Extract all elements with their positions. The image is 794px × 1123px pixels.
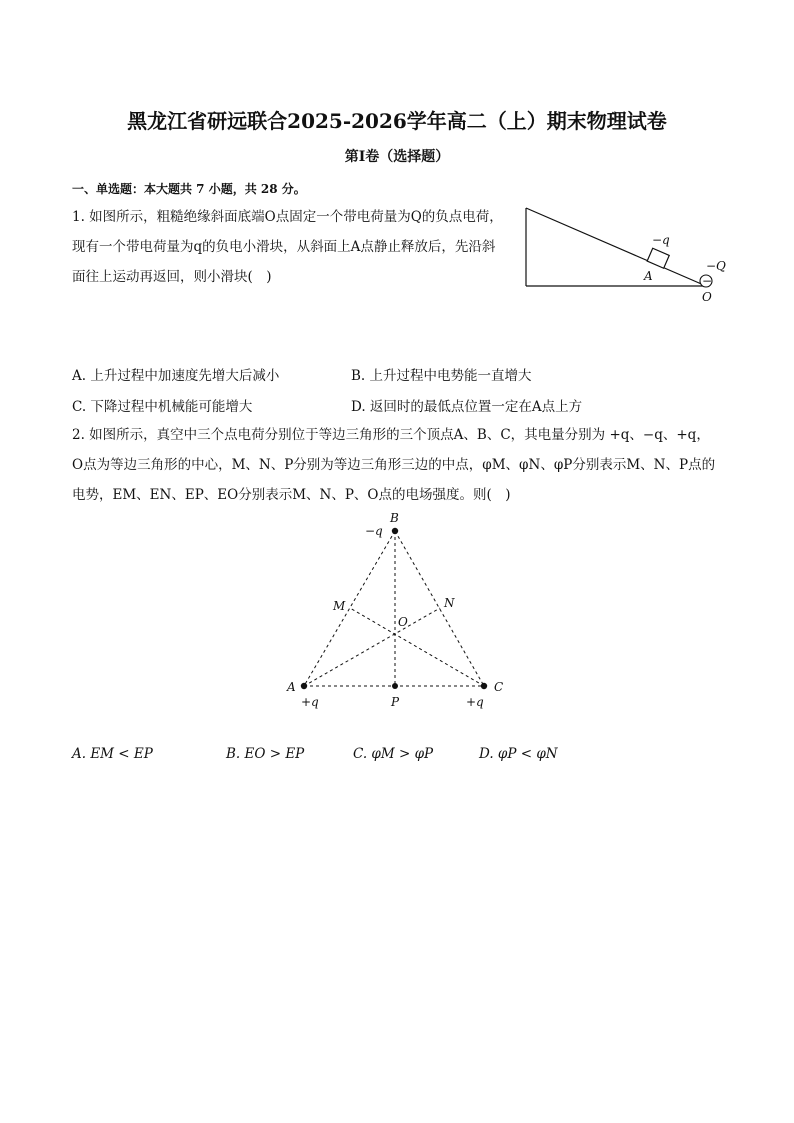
q1-option-d[interactable]: D. 返回时的最低点位置一定在A点上方 bbox=[351, 399, 583, 415]
vertex-b-charge: −q bbox=[365, 524, 383, 538]
fixed-charge-label: −Q bbox=[706, 259, 726, 273]
q2-option-a[interactable]: A. EM < EP bbox=[72, 746, 153, 762]
vertex-a-label: A bbox=[287, 680, 296, 694]
point-o-label: O bbox=[702, 290, 712, 304]
q2-option-b[interactable]: B. EO > EP bbox=[226, 746, 305, 762]
point-m-label: M bbox=[333, 599, 346, 613]
incline-slope bbox=[526, 208, 706, 286]
question-1-line-2: 现有一个带电荷量为q的负电小滑块，从斜面上A点静止释放后，先沿斜 bbox=[72, 239, 496, 255]
vertex-b-dot bbox=[392, 528, 398, 534]
fixed-charge-sign: − bbox=[702, 274, 713, 288]
vertex-c-label: C bbox=[494, 680, 504, 694]
vertex-c-dot bbox=[481, 683, 487, 689]
point-p-label: P bbox=[391, 695, 400, 709]
point-a-label: A bbox=[644, 269, 653, 283]
question-2-line-1: 2. 如图所示，真空中三个点电荷分别位于等边三角形的三个顶点A、B、C，其电量分别为 +q、−q、+q， bbox=[72, 427, 710, 443]
q2-option-c[interactable]: C. φM > φP bbox=[353, 746, 434, 762]
q1-option-a[interactable]: A. 上升过程中加速度先增大后减小 bbox=[72, 368, 280, 384]
page-title: 黑龙江省研远联合2025-2026学年高二（上）期末物理试卷 bbox=[127, 109, 667, 133]
point-n-label: N bbox=[444, 596, 455, 610]
vertex-a-charge: +q bbox=[301, 695, 319, 709]
q1-option-c[interactable]: C. 下降过程中机械能可能增大 bbox=[72, 399, 253, 415]
q1-option-b[interactable]: B. 上升过程中电势能一直增大 bbox=[351, 368, 532, 384]
slider-block bbox=[647, 248, 669, 268]
point-o-label: O bbox=[398, 615, 408, 629]
vertex-c-charge: +q bbox=[466, 695, 484, 709]
section-heading: 一、单选题：本大题共 7 小题，共 28 分。 bbox=[72, 182, 306, 196]
question-2-line-3: 电势，EM、EN、EP、EO分别表示M、N、P、O点的电场强度。则( ) bbox=[72, 487, 511, 503]
q2-option-d[interactable]: D. φP < φN bbox=[479, 746, 558, 762]
question-2-line-2: O点为等边三角形的中心，M、N、P分别为等边三角形三边的中点，φM、φN、φP分别表示M、N、P点的 bbox=[72, 457, 716, 473]
part-heading: 第Ⅰ卷（选择题） bbox=[344, 149, 450, 165]
question-1-line-1: 1. 如图所示，粗糙绝缘斜面底端O点固定一个带电荷量为Q的负点电荷， bbox=[72, 209, 503, 225]
block-charge-label: −q bbox=[652, 233, 670, 247]
triangle-dashed-lines bbox=[304, 531, 484, 686]
point-p-dot bbox=[392, 683, 398, 689]
question-1-line-3: 面往上运动再返回，则小滑块( ) bbox=[72, 269, 272, 285]
triangle-figure bbox=[280, 508, 520, 714]
vertex-a-dot bbox=[301, 683, 307, 689]
vertex-b-label: B bbox=[390, 511, 399, 525]
incline-figure bbox=[520, 204, 730, 308]
